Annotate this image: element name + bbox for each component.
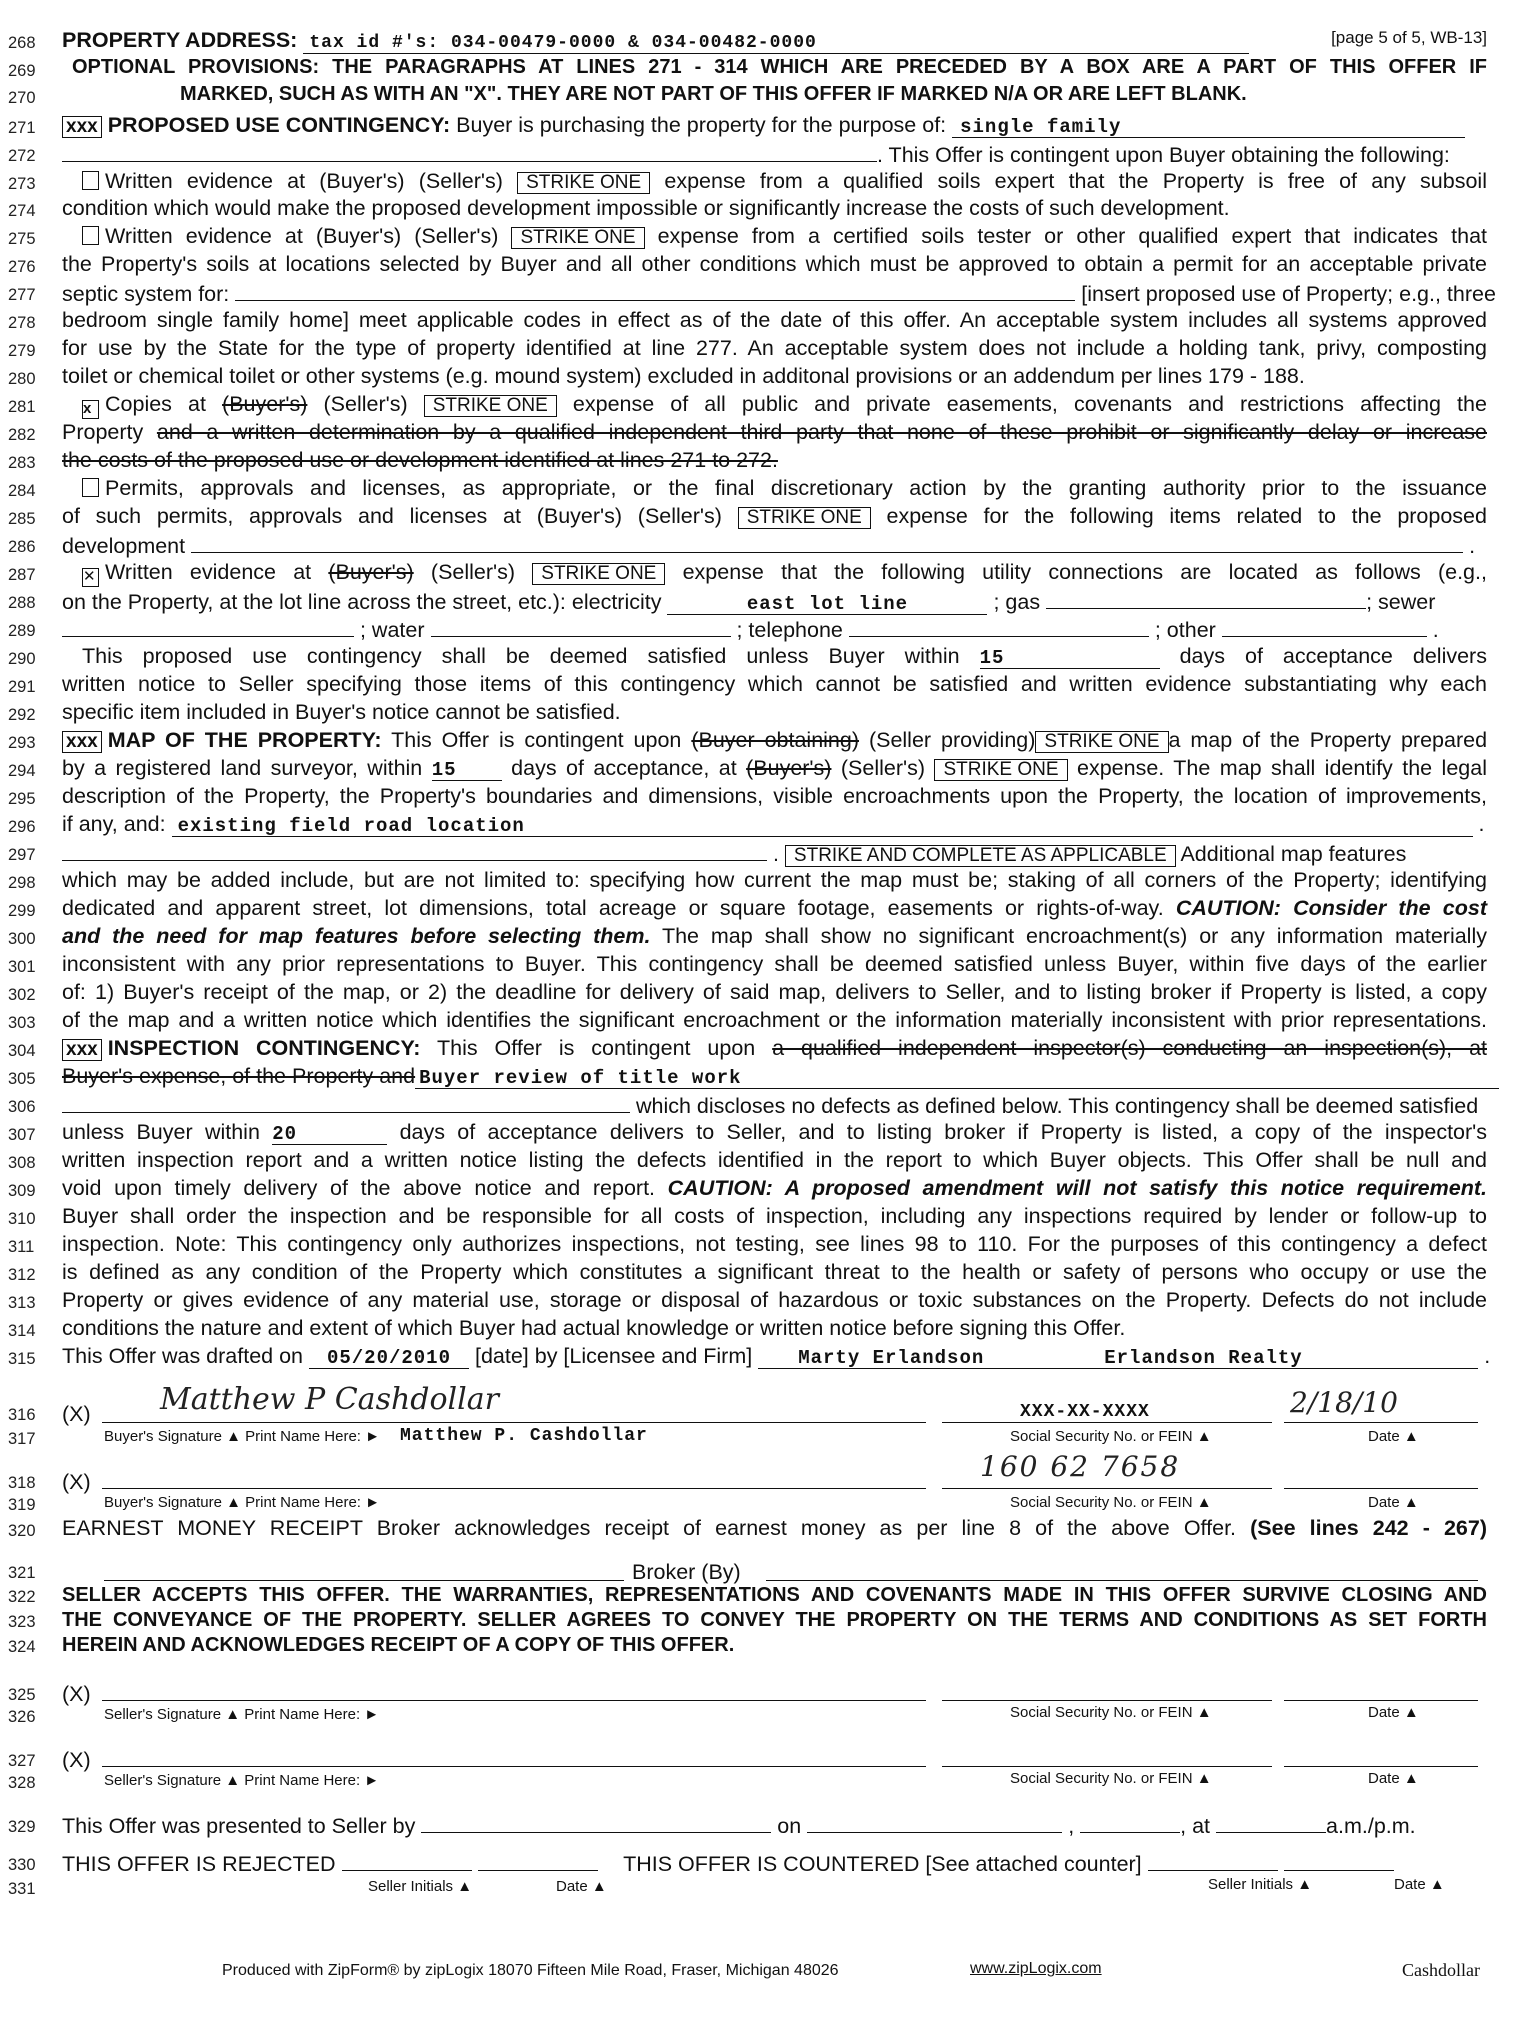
contingent-upon-text: . This Offer is contingent upon Buyer obtaining the following: xyxy=(877,143,1450,167)
line-293 xyxy=(62,728,1487,753)
struck-buyers: (Buyer's) xyxy=(746,756,832,780)
if-any-label: if any, and: xyxy=(62,812,166,836)
line-272 xyxy=(62,141,1487,168)
utility-text-b: expense that the following utility connections are located as follows (e.g., xyxy=(682,560,1487,584)
line-292: specific item included in Buyer's notice cannot be satisfied. xyxy=(62,700,621,724)
rejected-date-label: Date ▲ xyxy=(556,1878,607,1895)
proposed-use-purpose[interactable]: single family xyxy=(952,117,1465,138)
line-296: if any, and: existing field road location . xyxy=(62,812,1485,837)
seller2-ssn-label: Social Security No. or FEIN ▲ xyxy=(1010,1770,1212,1787)
line-number: 308 xyxy=(8,1154,36,1172)
seller1-ssn-label: Social Security No. or FEIN ▲ xyxy=(1010,1704,1212,1721)
line-number: 315 xyxy=(8,1350,36,1368)
line-number: 317 xyxy=(8,1430,36,1448)
development-label: development xyxy=(62,534,186,558)
line-number: 277 xyxy=(8,286,36,304)
line-298: which may be added include, but are not limited to: specifying how current the map must be; staking of all corners of the Property; identifying xyxy=(62,868,1487,892)
buyer1-print-name: Matthew P. Cashdollar xyxy=(400,1426,648,1446)
line-309 xyxy=(62,1176,1487,1201)
line-number: 291 xyxy=(8,678,36,696)
water-label: ; water xyxy=(359,618,425,642)
buyer2-signature-line[interactable] xyxy=(102,1464,926,1489)
days-acceptance-text: days of acceptance, at xyxy=(511,756,737,780)
permits-text-b: of such permits, approvals and licenses at (Buyer's) (Seller's) xyxy=(62,504,722,528)
line-310: Buyer shall order the inspection and be responsible for all costs of inspection, including any inspections required by lender or follow-up to xyxy=(62,1204,1487,1228)
line-330 xyxy=(62,1850,1487,1877)
line-301: inconsistent with any prior representations to Buyer. This contingency shall be deemed satisfied unless Buyer, within five days of the earlier xyxy=(62,952,1487,976)
property-address-value[interactable]: tax id #'s: 034-00479-0000 & 034-00482-0000 xyxy=(303,33,1249,54)
days-290-field[interactable]: 15 xyxy=(980,648,1160,669)
gas-field[interactable] xyxy=(1046,588,1366,609)
rejected-date-field[interactable] xyxy=(478,1850,598,1871)
inspection-title: INSPECTION CONTINGENCY: xyxy=(107,1036,421,1060)
buyer1-date-label: Date ▲ xyxy=(1368,1428,1419,1445)
presented-label: This Offer was presented to Seller by xyxy=(62,1814,416,1838)
line-315: This Offer was drafted on 05/20/2010 [date] by [Licensee and Firm] Marty Erlandson Erlandson Realty . xyxy=(62,1344,1491,1369)
line-304 xyxy=(62,1036,1487,1061)
line-285 xyxy=(62,504,1487,529)
unless-buyer-text: unless Buyer within xyxy=(62,1120,260,1144)
line-number: 318 xyxy=(8,1474,36,1492)
sewer-field[interactable] xyxy=(62,616,354,637)
proposed-use-title: PROPOSED USE CONTINGENCY: xyxy=(107,113,451,137)
satisfied-text: This proposed use contingency shall be deemed satisfied unless Buyer within xyxy=(82,644,960,668)
line-324: HEREIN AND ACKNOWLEDGES RECEIPT OF A COPY OF THIS OFFER. xyxy=(62,1634,735,1656)
line-273 xyxy=(82,169,1487,194)
gas-label: ; gas xyxy=(993,590,1041,614)
line-number: 304 xyxy=(8,1042,36,1060)
countered-initials-field[interactable] xyxy=(1148,1850,1278,1871)
line-number: 313 xyxy=(8,1294,36,1312)
line-289: ; water ; telephone ; other . xyxy=(62,616,1487,643)
seller1-signature-line[interactable] xyxy=(102,1676,926,1701)
at-label: , at xyxy=(1180,1814,1211,1838)
line-320 xyxy=(62,1516,1487,1541)
line-280: toilet or chemical toilet or other systems (e.g. mound system) excluded in additonal provisions or an addendum per lines 179 - 188. xyxy=(62,364,1305,388)
presented-date-field[interactable] xyxy=(807,1812,1062,1833)
footer-name: Cashdollar xyxy=(1402,1960,1480,1980)
property-address-label: PROPERTY ADDRESS: xyxy=(62,28,298,52)
line-277 xyxy=(62,280,1496,307)
buyer2-date-line[interactable] xyxy=(1284,1464,1478,1489)
strike-one-box: STRIKE ONE xyxy=(738,507,871,529)
rejected-initials-label: Seller Initials ▲ xyxy=(368,1878,473,1895)
satisfied-text-b: days of acceptance delivers xyxy=(1179,644,1487,668)
line-275 xyxy=(82,224,1487,249)
map-text: This Offer is contingent upon xyxy=(391,728,682,752)
countered-date-label: Date ▲ xyxy=(1394,1876,1445,1893)
utility-checkbox[interactable]: ✕ xyxy=(82,568,99,587)
line-number: 272 xyxy=(8,147,36,165)
drafted-by-label: [date] by [Licensee and Firm] xyxy=(474,1344,753,1368)
ampm-label: a.m./p.m. xyxy=(1326,1814,1416,1838)
caution-features: and the need for map features before selecting them. xyxy=(62,924,651,948)
line-number: 316 xyxy=(8,1406,36,1424)
seller1-date-label: Date ▲ xyxy=(1368,1704,1419,1721)
line-308: written inspection report and a written notice listing the defects identified in the report to which Buyer objects. This Offer shall be null and xyxy=(62,1148,1487,1172)
line-282 xyxy=(62,420,1487,445)
rejected-initials-field[interactable] xyxy=(342,1850,472,1871)
line-290 xyxy=(82,644,1487,669)
caution-amendment: CAUTION: A proposed amendment will not satisfy this notice requirement. xyxy=(667,1176,1487,1200)
line-295: description of the Property, the Property's boundaries and dimensions, visible encroachments upon the Property, the location of improvements, xyxy=(62,784,1487,808)
days-294-field[interactable]: 15 xyxy=(432,760,502,781)
proposed-use-checkbox[interactable]: xxx xyxy=(62,116,102,138)
line-number: 269 xyxy=(8,62,36,80)
inspection-continuation[interactable] xyxy=(62,1092,630,1113)
line-number: 314 xyxy=(8,1322,36,1340)
surveyor-text: by a registered land surveyor, within xyxy=(62,756,423,780)
sellers-text: (Seller's) xyxy=(323,392,408,416)
purpose-continuation-blank[interactable] xyxy=(62,141,877,162)
broker-label: Broker (By) xyxy=(632,1560,741,1584)
buyer1-ssn: XXX-XX-XXXX xyxy=(1020,1402,1150,1422)
inspection-days-text: days of acceptance delivers to Seller, and to listing broker if Property is listed, a copy of the inspector's xyxy=(399,1120,1488,1144)
electricity-field[interactable]: east lot line xyxy=(667,594,987,615)
line-number: 288 xyxy=(8,594,36,612)
strike-one-box: STRIKE ONE xyxy=(532,563,665,585)
drafted-label: This Offer was drafted on xyxy=(62,1344,303,1368)
line-294 xyxy=(62,756,1487,781)
line-number: 321 xyxy=(8,1564,36,1582)
buyer2-ssn-handwritten: 160 62 7658 xyxy=(980,1450,1181,1483)
line-number: 325 xyxy=(8,1686,36,1704)
line-number: 292 xyxy=(8,706,36,724)
rejected-label: THIS OFFER IS REJECTED xyxy=(62,1852,336,1876)
line-number: 298 xyxy=(8,874,36,892)
inspection-checkbox[interactable]: xxx xyxy=(62,1039,102,1061)
line-number: 327 xyxy=(8,1752,36,1770)
strike-one-box: STRIKE ONE xyxy=(511,227,644,249)
strike-one-box: STRIKE ONE xyxy=(934,759,1067,781)
line-281 xyxy=(82,392,1487,419)
seller-providing: (Seller providing) xyxy=(868,728,1036,752)
electricity-label: on the Property, at the lot line across the street, etc.): electricity xyxy=(62,590,662,614)
buyer1-signature: Matthew P Cashdollar xyxy=(160,1382,499,1417)
footer-produced: Produced with ZipForm® by zipLogix 18070 Fifteen Mile Road, Fraser, Michigan 48026 xyxy=(222,1962,839,1979)
soils-tester-text: Written evidence at (Buyer's) (Seller's) xyxy=(105,224,499,248)
line-number: 284 xyxy=(8,482,36,500)
line-311: inspection. Note: This contingency only authorizes inspections, not testing, see lines 98 to 110. For the purposes of this contingency a defect xyxy=(62,1232,1487,1256)
development-blank[interactable] xyxy=(191,532,1463,553)
line-number: 280 xyxy=(8,370,36,388)
utility-text: Written evidence at xyxy=(105,560,312,584)
line-number: 301 xyxy=(8,958,36,976)
water-field[interactable] xyxy=(431,616,731,637)
strike-one-box: STRIKE ONE xyxy=(517,172,650,194)
no-defects-text: which discloses no defects as defined below. This contingency shall be deemed satisfied xyxy=(635,1094,1479,1118)
map-title: MAP OF THE PROPERTY: xyxy=(107,728,382,752)
line-number: 303 xyxy=(8,1014,36,1032)
line-number: 311 xyxy=(8,1238,35,1256)
line-number: 285 xyxy=(8,510,36,528)
buyer1-ssn-label: Social Security No. or FEIN ▲ xyxy=(1010,1428,1212,1445)
line-number: 330 xyxy=(8,1856,36,1874)
line-number: 297 xyxy=(8,846,36,864)
line-number: 293 xyxy=(8,734,36,752)
line-300 xyxy=(62,924,1487,949)
line-number: 324 xyxy=(8,1638,36,1656)
caution-cost: CAUTION: Consider the cost xyxy=(1175,896,1487,920)
presented-time-field[interactable] xyxy=(1216,1812,1326,1833)
map-features-continuation[interactable] xyxy=(62,840,767,861)
line-number: 274 xyxy=(8,202,36,220)
seller1-ssn-line[interactable] xyxy=(942,1676,1272,1701)
line-279: for use by the State for the type of property identified at line 277. An acceptable system does not include a holding tank, privy, composting xyxy=(62,336,1487,360)
line-number: 289 xyxy=(8,622,36,640)
easements-text: expense of all public and private easements, covenants and restrictions affecting the xyxy=(572,392,1487,416)
line-274: condition which would make the proposed development impossible or significantly increase the costs of such development. xyxy=(62,196,1230,220)
struck-inspector: a qualified independent inspector(s) conducting an inspection(s), at xyxy=(772,1036,1487,1060)
licensee-firm-field[interactable] xyxy=(758,1348,1478,1369)
seller2-date-line[interactable] xyxy=(1284,1742,1478,1767)
proposed-use-lead: Buyer is purchasing the property for the purpose of: xyxy=(456,113,947,137)
line-number: 270 xyxy=(8,89,36,107)
line-number: 281 xyxy=(8,398,36,416)
line-288 xyxy=(62,588,1487,615)
comma-separator: , xyxy=(1068,1814,1075,1838)
inspection-field[interactable]: Buyer review of title work xyxy=(415,1068,1499,1089)
line-283: the costs of the proposed use or development identified at lines 271 to 272. xyxy=(62,448,778,472)
soils-expert-checkbox[interactable] xyxy=(82,171,99,190)
line-number: 290 xyxy=(8,650,36,668)
other-label: ; other xyxy=(1154,618,1216,642)
property-word: Property xyxy=(62,420,144,444)
buyer2-ssn-label: Social Security No. or FEIN ▲ xyxy=(1010,1494,1212,1511)
other-field[interactable] xyxy=(1222,616,1427,637)
line-276: the Property's soils at locations selected by Buyer and all other conditions which must be approved to obtain a permit for an acceptable private xyxy=(62,252,1487,276)
line-number: 310 xyxy=(8,1210,36,1228)
map-text-b: a map of the Property prepared xyxy=(1168,728,1488,752)
optional-provisions-line2: MARKED, SUCH AS WITH AN "X". THEY ARE NOT PART OF THIS OFFER IF MARKED N/A OR ARE LEFT BLANK. xyxy=(180,83,1247,105)
line-number: 295 xyxy=(8,790,36,808)
map-features-field[interactable]: existing field road location xyxy=(172,816,1473,837)
line-287 xyxy=(82,560,1487,587)
seller2-x-marker: (X) xyxy=(62,1748,91,1772)
line-313: Property or gives evidence of any material use, storage or disposal of hazardous or toxic substances on the Property. Defects do not include xyxy=(62,1288,1487,1312)
countered-label: THIS OFFER IS COUNTERED [See attached counter] xyxy=(623,1852,1142,1876)
septic-hint: [insert proposed use of Property; e.g., three xyxy=(1081,282,1496,306)
line-312: is defined as any condition of the Property which constitutes a significant threat to the health or safety of persons who occupy or use the xyxy=(62,1260,1487,1284)
buyer1-date: 2/18/10 xyxy=(1290,1386,1398,1419)
buyer2-date-label: Date ▲ xyxy=(1368,1494,1419,1511)
line-number: 328 xyxy=(8,1774,36,1792)
line-number: 309 xyxy=(8,1182,36,1200)
seller2-ssn-line[interactable] xyxy=(942,1742,1272,1767)
void-text: void upon timely delivery of the above notice and report. xyxy=(62,1176,656,1200)
on-label: on xyxy=(777,1814,802,1838)
seller2-sig-label: Seller's Signature ▲ Print Name Here: ► xyxy=(104,1772,380,1789)
buyer2-x-marker: (X) xyxy=(62,1470,91,1494)
line-number: 271 xyxy=(8,119,36,137)
buyer1-sig-label: Buyer's Signature ▲ Print Name Here: ► xyxy=(104,1428,380,1445)
line-number: 331 xyxy=(8,1880,36,1898)
sewer-label: ; sewer xyxy=(1366,590,1436,614)
line-number: 279 xyxy=(8,342,36,360)
struck-buyers: (Buyer's) xyxy=(222,392,308,416)
line-number: 326 xyxy=(8,1708,36,1726)
line-number: 278 xyxy=(8,314,36,332)
licensee-name: Marty Erlandson xyxy=(798,1347,985,1369)
line-number: 302 xyxy=(8,986,36,1004)
line-number: 287 xyxy=(8,566,36,584)
firm-name: Erlandson Realty xyxy=(1104,1347,1303,1369)
line-number: 294 xyxy=(8,762,36,780)
copies-at-text: Copies at xyxy=(105,392,206,416)
struck-buyers: (Buyer's) xyxy=(328,560,414,584)
line-number: 307 xyxy=(8,1126,36,1144)
line-number: 273 xyxy=(8,175,36,193)
countered-date-field[interactable] xyxy=(1284,1850,1394,1871)
septic-label: septic system for: xyxy=(62,282,230,306)
permits-checkbox[interactable] xyxy=(82,478,99,497)
seller2-signature-line[interactable] xyxy=(102,1742,926,1767)
inspection-text: This Offer is contingent upon xyxy=(437,1036,756,1060)
days-307-field[interactable]: 20 xyxy=(272,1124,387,1145)
proposed-use-row xyxy=(62,113,1487,138)
earnest-blank[interactable] xyxy=(104,1556,624,1581)
seller1-date-line[interactable] xyxy=(1284,1676,1478,1701)
buyer2-sig-label: Buyer's Signature ▲ Print Name Here: ► xyxy=(104,1494,380,1511)
presented-year-field[interactable] xyxy=(1080,1812,1180,1833)
page-reference: [page 5 of 5, WB-13] xyxy=(1331,28,1487,47)
property-address-row xyxy=(62,28,1487,54)
line-322: SELLER ACCEPTS THIS OFFER. THE WARRANTIES, REPRESENTATIONS AND COVENANTS MADE IN THIS OFFER SURVIVE CLOSING AND xyxy=(62,1584,1487,1606)
permits-text-c: expense for the following items related to the proposed xyxy=(886,504,1487,528)
strike-and-complete-box: STRIKE AND COMPLETE AS APPLICABLE xyxy=(785,845,1176,867)
struck-determination: and a written determination by a qualified independent third party that none of these prohibit or significantly delay or increase xyxy=(156,420,1487,444)
earnest-see-lines: (See lines 242 - 267) xyxy=(1250,1516,1487,1540)
line-number: 300 xyxy=(8,930,36,948)
line-302: of: 1) Buyer's receipt of the map, or 2) the deadline for delivery of said map, delivers to Seller, and to listing broker if Property is listed, a copy xyxy=(62,980,1487,1004)
soils-tester-checkbox[interactable] xyxy=(82,226,99,245)
optional-provisions-line1: OPTIONAL PROVISIONS: THE PARAGRAPHS AT LINES 271 - 314 WHICH ARE PRECEDED BY A BOX ARE A PART OF THIS OFFER IF xyxy=(72,56,1487,78)
line-303: of the map and a written notice which identifies the significant encroachment or the information materially inconsistent with prior representations. xyxy=(62,1008,1487,1032)
line-278: bedroom single family home] meet applicable codes in effect as of the date of this offer. An acceptable system includes all systems approved xyxy=(62,308,1487,332)
telephone-label: ; telephone xyxy=(736,618,843,642)
line-286: development . xyxy=(62,534,1476,558)
presented-by-field[interactable] xyxy=(421,1812,771,1833)
line-number: 320 xyxy=(8,1522,36,1540)
line-number: 286 xyxy=(8,538,36,556)
line-number: 299 xyxy=(8,902,36,920)
sellers-text: (Seller's) xyxy=(430,560,516,584)
line-323: THE CONVEYANCE OF THE PROPERTY. SELLER AGREES TO CONVEY THE PROPERTY ON THE TERMS AND CONDITIONS AS SET FORTH xyxy=(62,1609,1487,1631)
line-299 xyxy=(62,896,1487,921)
line-305 xyxy=(62,1064,1487,1089)
line-number: 312 xyxy=(8,1266,36,1284)
earnest-text: EARNEST MONEY RECEIPT Broker acknowledges receipt of earnest money as per line 8 of the above Offer. xyxy=(62,1516,1237,1540)
drafted-date[interactable]: 05/20/2010 xyxy=(309,1348,469,1369)
line-number: 305 xyxy=(8,1070,36,1088)
additional-features-text: Additional map features xyxy=(1180,842,1407,866)
struck-buyer-obtaining: (Buyer obtaining) xyxy=(691,728,860,752)
line-number: 276 xyxy=(8,258,36,276)
line-number: 283 xyxy=(8,454,36,472)
struck-buyers-expense: Buyer's expense, of the Property and xyxy=(62,1064,416,1088)
seller1-sig-label: Seller's Signature ▲ Print Name Here: ► xyxy=(104,1706,380,1723)
strike-one-box: STRIKE ONE xyxy=(424,395,557,417)
line-number: 296 xyxy=(8,818,36,836)
seller1-x-marker: (X) xyxy=(62,1682,91,1706)
line-number: 329 xyxy=(8,1818,36,1836)
line-307 xyxy=(62,1120,1487,1145)
permits-text: Permits, approvals and licenses, as appropriate, or the final discretionary action by the granting authority prior to the issuance xyxy=(105,476,1487,500)
line-number: 268 xyxy=(8,34,36,52)
footer-url[interactable]: www.zipLogix.com xyxy=(970,1960,1102,1977)
encroachment-text: The map shall show no significant encroachment(s) or any information materially xyxy=(661,924,1487,948)
soils-tester-text-b: expense from a certified soils tester or other qualified expert that indicates that xyxy=(657,224,1487,248)
seller2-date-label: Date ▲ xyxy=(1368,1770,1419,1787)
line-number: 275 xyxy=(8,230,36,248)
line-297: . STRIKE AND COMPLETE AS APPLICABLE Additional map features xyxy=(62,840,1487,867)
soils-expert-text: Written evidence at (Buyer's) (Seller's) xyxy=(105,169,503,193)
septic-use-blank[interactable] xyxy=(235,280,1075,301)
line-number: 319 xyxy=(8,1496,36,1514)
line-number: 322 xyxy=(8,1588,36,1606)
line-306 xyxy=(62,1092,1487,1119)
broker-field[interactable] xyxy=(766,1556,1478,1581)
line-number: 306 xyxy=(8,1098,36,1116)
dedicated-text: dedicated and apparent street, lot dimensions, total acreage or square footage, easements or rights-of-way. xyxy=(62,896,1164,920)
map-checkbox[interactable]: xxx xyxy=(62,731,102,753)
sellers-text: (Seller's) xyxy=(840,756,926,780)
line-314: conditions the nature and extent of which Buyer had actual knowledge or written notice before signing this Offer. xyxy=(62,1316,1126,1340)
telephone-field[interactable] xyxy=(849,616,1149,637)
line-329 xyxy=(62,1812,1487,1839)
line-number: 282 xyxy=(8,426,36,444)
map-text-c: expense. The map shall identify the legal xyxy=(1077,756,1487,780)
strike-one-box: STRIKE ONE xyxy=(1035,731,1168,753)
easements-checkbox[interactable]: x xyxy=(82,400,99,419)
line-284 xyxy=(82,476,1487,501)
line-number: 323 xyxy=(8,1613,36,1631)
buyer1-x-marker: (X) xyxy=(62,1402,91,1426)
soils-expert-text-b: expense from a qualified soils expert that the Property is free of any subsoil xyxy=(664,169,1487,193)
line-291: written notice to Seller specifying those items of this contingency which cannot be satisfied and written evidence substantiating why each xyxy=(62,672,1487,696)
countered-initials-label: Seller Initials ▲ xyxy=(1208,1876,1313,1893)
